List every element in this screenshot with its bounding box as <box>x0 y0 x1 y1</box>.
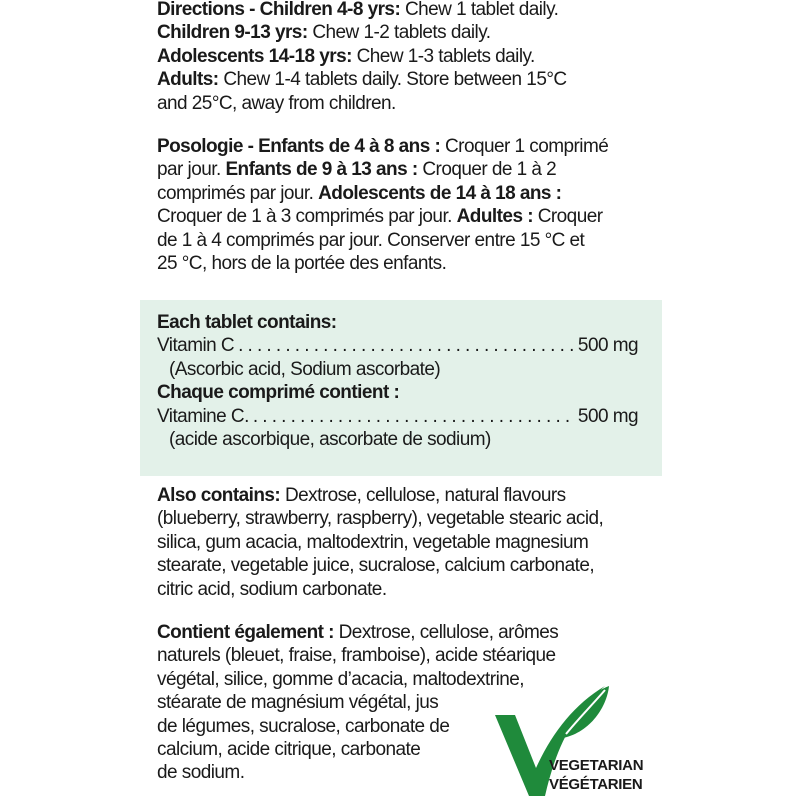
directions-text-2: Chew 1-2 tablets daily. <box>307 22 491 44</box>
posologie-line-1 <box>157 135 647 158</box>
ingredients-panel-content <box>157 311 638 451</box>
posologie-line-6: 25 °C, hors de la portée des enfants. <box>157 253 447 275</box>
contient-line-5: de légumes, sucralose, carbonate de <box>157 715 450 737</box>
directions-section <box>157 0 647 115</box>
posologie-text-2b: Croquer de 1 à 2 <box>417 159 557 181</box>
ingredient-row-en <box>157 334 638 357</box>
directions-text-4: Chew 1-4 tablets daily. Store between 15°C <box>218 69 567 91</box>
contient-line-4: stéarate de magnésium végétal, jus <box>157 692 439 714</box>
posologie-line-3 <box>157 182 647 205</box>
contient-line-1 <box>157 621 559 644</box>
vegetarian-label-fr: VÉGÉTARIEN <box>549 776 643 793</box>
also-line-4: stearate, vegetable juice, sucralose, calcium carbonate, <box>157 555 595 577</box>
posologie-text-3: comprimés par jour. <box>157 182 319 204</box>
directions-text-3: Chew 1-3 tablets daily. <box>351 45 535 67</box>
posologie-line-4 <box>157 205 647 228</box>
contient-section <box>157 621 559 785</box>
posologie-text-2: par jour. <box>157 159 226 181</box>
adultes-label: Adultes : <box>456 206 533 228</box>
contient-line-6: calcium, acide citrique, carbonate <box>157 739 421 761</box>
adolescents-fr-label: Adolescents de 14 à 18 ans : <box>318 182 562 204</box>
adolescents-label: Adolescents 14-18 yrs: <box>157 45 352 67</box>
contient-line-2: naturels (bleuet, fraise, framboise), acide stéarique <box>157 645 556 667</box>
also-contains-section <box>157 484 647 601</box>
ingredient-amount-fr: 500 mg <box>577 405 638 427</box>
ingredients-panel <box>140 300 662 476</box>
also-line-1 <box>157 484 647 507</box>
also-line-5: citric acid, sodium carbonate. <box>157 578 387 600</box>
directions-text-1: Chew 1 tablet daily. <box>400 0 559 20</box>
also-line-2: (blueberry, strawberry, raspberry), vegetable stearic acid, <box>157 508 604 530</box>
posologie-section <box>157 135 647 275</box>
ingredient-amount-en: 500 mg <box>577 335 638 357</box>
panel-heading-fr <box>157 381 638 404</box>
ingredient-source-fr: (acide ascorbique, ascorbate de sodium) <box>169 429 491 451</box>
contient-label: Contient également : <box>157 622 334 643</box>
vegetarian-label-en: VEGETARIAN <box>549 757 644 774</box>
directions-line-2 <box>157 21 647 44</box>
also-text-1: Dextrose, cellulose, natural flavours <box>280 485 566 506</box>
chaque-comprime-heading: Chaque comprimé contient : <box>157 382 400 404</box>
directions-line-3 <box>157 45 647 68</box>
posologie-label: Posologie - Enfants de 4 à 8 ans : <box>157 136 441 157</box>
ingredient-name-en: Vitamin C <box>157 335 235 357</box>
posologie-text-4b: Croquer <box>532 206 603 228</box>
contient-text-1: Dextrose, cellulose, arômes <box>333 622 559 643</box>
contient-line-7: de sodium. <box>157 762 245 784</box>
dot-leader <box>238 334 574 357</box>
also-contains-label: Also contains: <box>157 485 281 506</box>
each-tablet-heading: Each tablet contains: <box>157 312 337 333</box>
panel-heading-en <box>157 311 638 334</box>
vegetarian-logo <box>493 680 653 798</box>
posologie-text-1: Croquer 1 comprimé <box>440 136 609 157</box>
contient-line-3: végétal, silice, gomme d’acacia, maltodextrine, <box>157 668 524 690</box>
directions-line-5: and 25°C, away from children. <box>157 92 396 114</box>
dot-leader <box>253 405 574 428</box>
ingredient-name-fr: Vitamine C. <box>157 405 249 427</box>
directions-line-4 <box>157 68 647 91</box>
ingredient-source-en: (Ascorbic acid, Sodium ascorbate) <box>169 358 441 380</box>
directions-label: Directions - Children 4-8 yrs: <box>157 0 401 20</box>
posologie-line-5: de 1 à 4 comprimés par jour. Conserver entre 15 °C et <box>157 229 585 251</box>
adults-label: Adults: <box>157 69 219 91</box>
children-9-13-label: Children 9-13 yrs: <box>157 22 308 44</box>
also-line-3: silica, gum acacia, maltodextrin, vegetable magnesium <box>157 531 589 553</box>
ingredient-row-fr <box>157 405 638 428</box>
posologie-text-4: Croquer de 1 à 3 comprimés par jour. <box>157 206 457 228</box>
directions-line-1 <box>157 0 647 21</box>
posologie-line-2 <box>157 158 647 181</box>
enfants-9-13-label: Enfants de 9 à 13 ans : <box>225 159 418 181</box>
